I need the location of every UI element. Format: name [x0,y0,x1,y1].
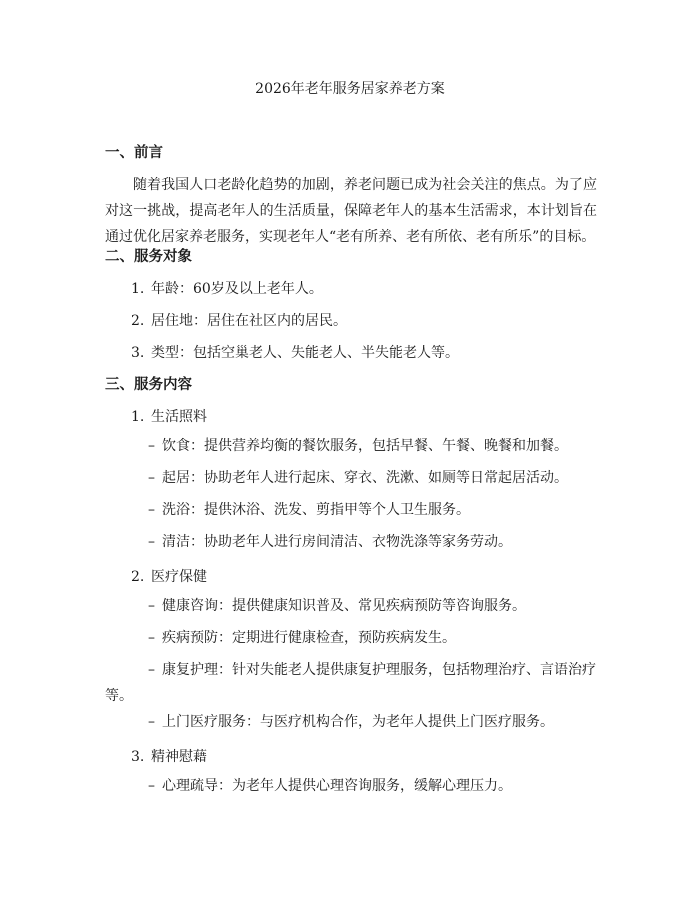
dash-bullet: – [148,778,155,794]
sub-item-text: 疾病预防：定期进行健康检查，预防疾病发生。 [162,630,456,646]
sub-item-text: 起居：协助老年人进行起床、穿衣、洗漱、如厕等日常起居活动。 [162,470,568,486]
list-item [131,280,323,298]
list-number: 2. [131,569,145,585]
dash-bullet: – [148,662,155,678]
sub-item [105,625,597,651]
dash-bullet: – [148,534,155,550]
list-number: 3. [131,345,145,361]
sub-item [105,593,597,619]
sub-item-text: 心理疏导：为老年人提供心理咨询服务，缓解心理压力。 [162,778,512,794]
document-title: 2026年老年服务居家养老方案 [255,81,445,97]
sub-item [105,465,597,491]
sub-item [105,529,597,555]
dash-bullet: – [148,630,155,646]
dash-bullet: – [148,598,155,614]
dash-bullet: – [148,438,155,454]
section-heading-preface: 一、前言 [105,144,163,161]
list-item [131,408,207,426]
list-item [131,344,459,362]
sub-item [105,709,597,735]
list-text: 生活照料 [151,409,207,425]
sub-item-text: 清洁：协助老年人进行房间清洁、衣物洗涤等家务劳动。 [162,534,512,550]
sub-item [105,657,597,709]
list-text: 年龄：60岁及以上老年人。 [151,281,323,297]
list-item [131,568,207,586]
list-text: 居住地：居住在社区内的居民。 [151,313,347,329]
sub-item [105,497,597,523]
sub-item-text: 洗浴：提供沐浴、洗发、剪指甲等个人卫生服务。 [162,502,470,518]
section-heading-service-targets: 二、服务对象 [105,248,192,265]
sub-item-text: 健康咨询：提供健康知识普及、常见疾病预防等咨询服务。 [162,598,526,614]
sub-item-text: 饮食：提供营养均衡的餐饮服务，包括早餐、午餐、晚餐和加餐。 [162,438,568,454]
list-text: 医疗保健 [151,569,207,585]
preface-paragraph: 随着我国人口老龄化趋势的加剧，养老问题已成为社会关注的焦点。为了应对这一挑战，提高老年人的生活质量，保障老年人的基本生活需求，本计划旨在通过优化居家养老服务，实现老年人“老有所养、老有所依、老有所乐”的目标。 [105,177,597,245]
list-number: 3. [131,749,145,765]
sub-item-text: 上门医疗服务：与医疗机构合作，为老年人提供上门医疗服务。 [162,714,554,730]
list-number: 1. [131,409,145,425]
dash-bullet: – [148,502,155,518]
sub-item [105,773,597,799]
list-text: 精神慰藉 [151,749,207,765]
list-item [131,748,207,766]
sub-item [105,433,597,459]
dash-bullet: – [148,714,155,730]
dash-bullet: – [148,470,155,486]
list-item [131,312,347,330]
section-heading-service-content: 三、服务内容 [105,376,192,393]
sub-item-text: 康复护理：针对失能老人提供康复护理服务，包括物理治疗、言语治疗等。 [105,662,596,704]
list-number: 2. [131,313,145,329]
list-number: 1. [131,281,145,297]
list-text: 类型：包括空巢老人、失能老人、半失能老人等。 [151,345,459,361]
